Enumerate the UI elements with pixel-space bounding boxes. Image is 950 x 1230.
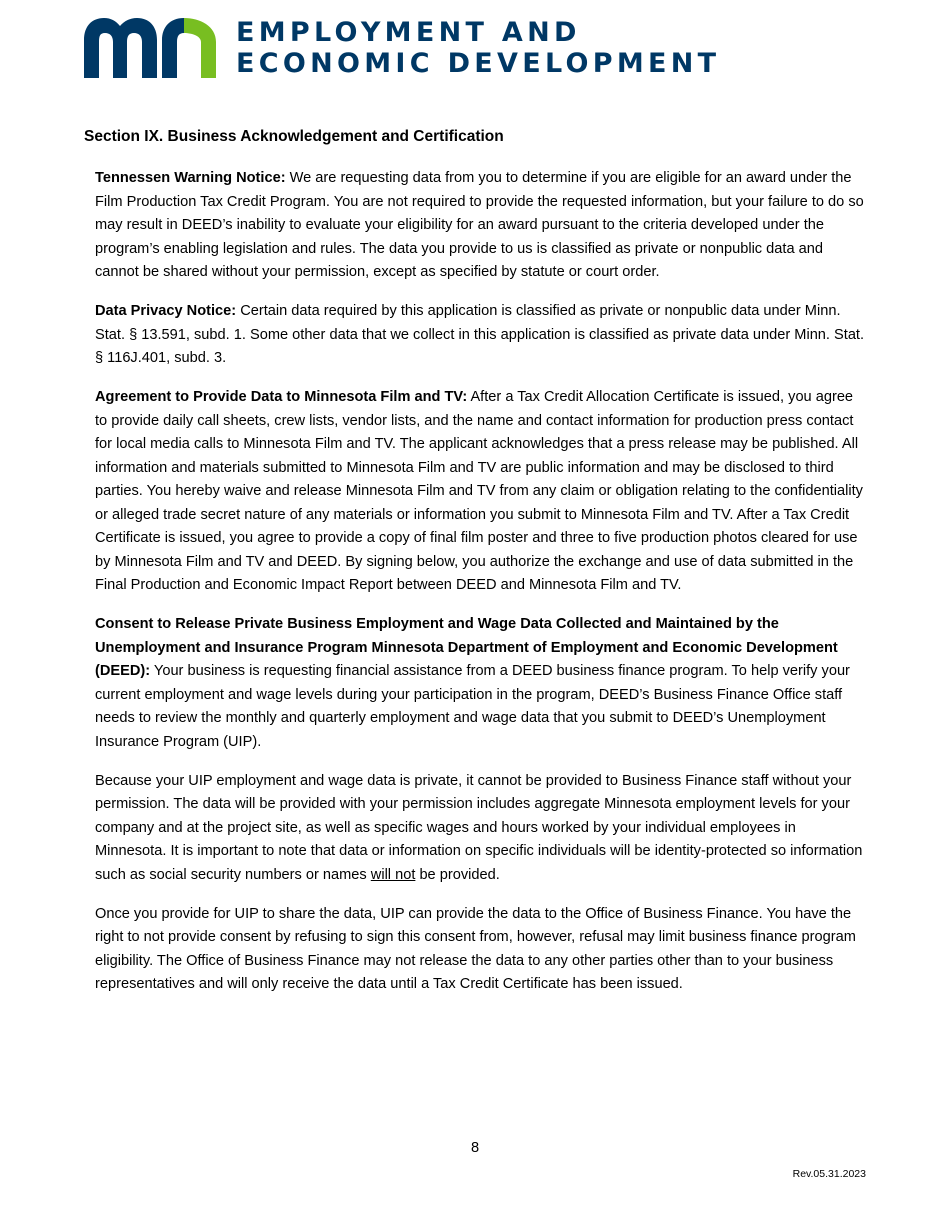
revision-date: Rev.05.31.2023 bbox=[792, 1168, 866, 1180]
agency-wordmark-line1: EMPLOYMENT AND bbox=[236, 17, 581, 48]
page-number: 8 bbox=[470, 1140, 480, 1156]
mn-logo-icon bbox=[84, 18, 216, 78]
paragraph-heading: Tennessen Warning Notice: bbox=[95, 170, 286, 186]
private-data-paragraph bbox=[95, 770, 867, 888]
paragraph-text: Because your UIP employment and wage data is private, it cannot be provided to Business Finance staff without your permission. The data will be provided with your permission includes aggregate Minnesota employment levels for your company and at the project site, as well as specific wages and hours worked by your individual employees in Minnesota. It is important to note that data or information on specific individuals will be identity-protected so information such as social security numbers or names bbox=[95, 772, 863, 883]
agency-wordmark bbox=[236, 17, 720, 79]
data-privacy-paragraph bbox=[95, 300, 867, 371]
paragraph-text: Your business is requesting financial assistance from a DEED business finance program. To help verify your current employment and wage levels during your participation in the program, DEED’s Business Finance Office staff needs to review the monthly and quarterly employment and wage data that you submit to DEED’s Unemployment Insurance Program (UIP). bbox=[95, 663, 850, 750]
paragraph-heading: Agreement to Provide Data to Minnesota Film and TV: bbox=[95, 389, 468, 405]
section-title: Section IX. Business Acknowledgement and Certification bbox=[84, 128, 504, 145]
paragraph-heading: Data Privacy Notice: bbox=[95, 303, 237, 319]
underlined-text: will not bbox=[370, 866, 416, 883]
paragraph-text: Certain data required by this application is classified as private or nonpublic data under Minn. Stat. § 13.591, subd. 1. Some other data that we collect in this application is classified as private data under Minn. Stat. § 116J.401, subd. 3. bbox=[95, 303, 865, 366]
consent-paragraph bbox=[95, 613, 867, 754]
paragraph-text: After a Tax Credit Allocation Certificate is issued, you agree to provide daily call sheets, crew lists, vendor lists, and the name and contact information for production press contact for local media calls to Minnesota Film and TV. The applicant acknowledges that a press release may be published. All information and materials submitted to Minnesota Film and TV are public information and may be disclosed to third parties. You hereby waive and release Minnesota Film and TV from any claim or obligation relating to the confidentiality or alleged trade secret nature of any materials or information you submit to Minnesota Film and TV. After a Tax Credit Certificate is issued, you agree to provide a copy of final film poster and three to five production photos cleared for use by Minnesota Film and TV and DEED. By signing below, you authorize the exchange and use of data submitted in the Final Production and Economic Impact Report between DEED and Minnesota Film and TV. bbox=[95, 389, 863, 593]
data-sharing-paragraph bbox=[95, 903, 867, 997]
paragraph-text: Once you provide for UIP to share the data, UIP can provide the data to the Office of Business Finance. You have the right to not provide consent by refusing to sign this consent from, however, refusal may limit business finance program eligibility. The Office of Business Finance may not release the data to any other parties other than to your business representatives and will only receive the data until a Tax Credit Certificate has been issued. bbox=[95, 905, 856, 992]
paragraph-heading: Consent to Release Private Business Employment and Wage Data Collected and Maintained by the Unemployment and Insurance Program Minnesota Department of Employment and Economic Development (DEED): bbox=[95, 616, 838, 679]
paragraph-text: be provided. bbox=[415, 866, 500, 883]
page-header bbox=[84, 18, 720, 78]
agency-wordmark-line2: ECONOMIC DEVELOPMENT bbox=[236, 48, 721, 79]
tennessen-warning-paragraph bbox=[95, 167, 867, 285]
document-body bbox=[95, 167, 867, 1012]
paragraph-text: We are requesting data from you to determine if you are eligible for an award under the Film Production Tax Credit Program. You are not required to provide the requested information, but your failure to do so may result in DEED’s inability to evaluate your eligibility for an award pursuant to the criteria developed under the program’s enabling legislation and rules. The data you provide to us is classified as private or nonpublic data and cannot be shared without your permission, except as specified by statute or court order. bbox=[95, 170, 864, 280]
agreement-paragraph bbox=[95, 386, 867, 598]
